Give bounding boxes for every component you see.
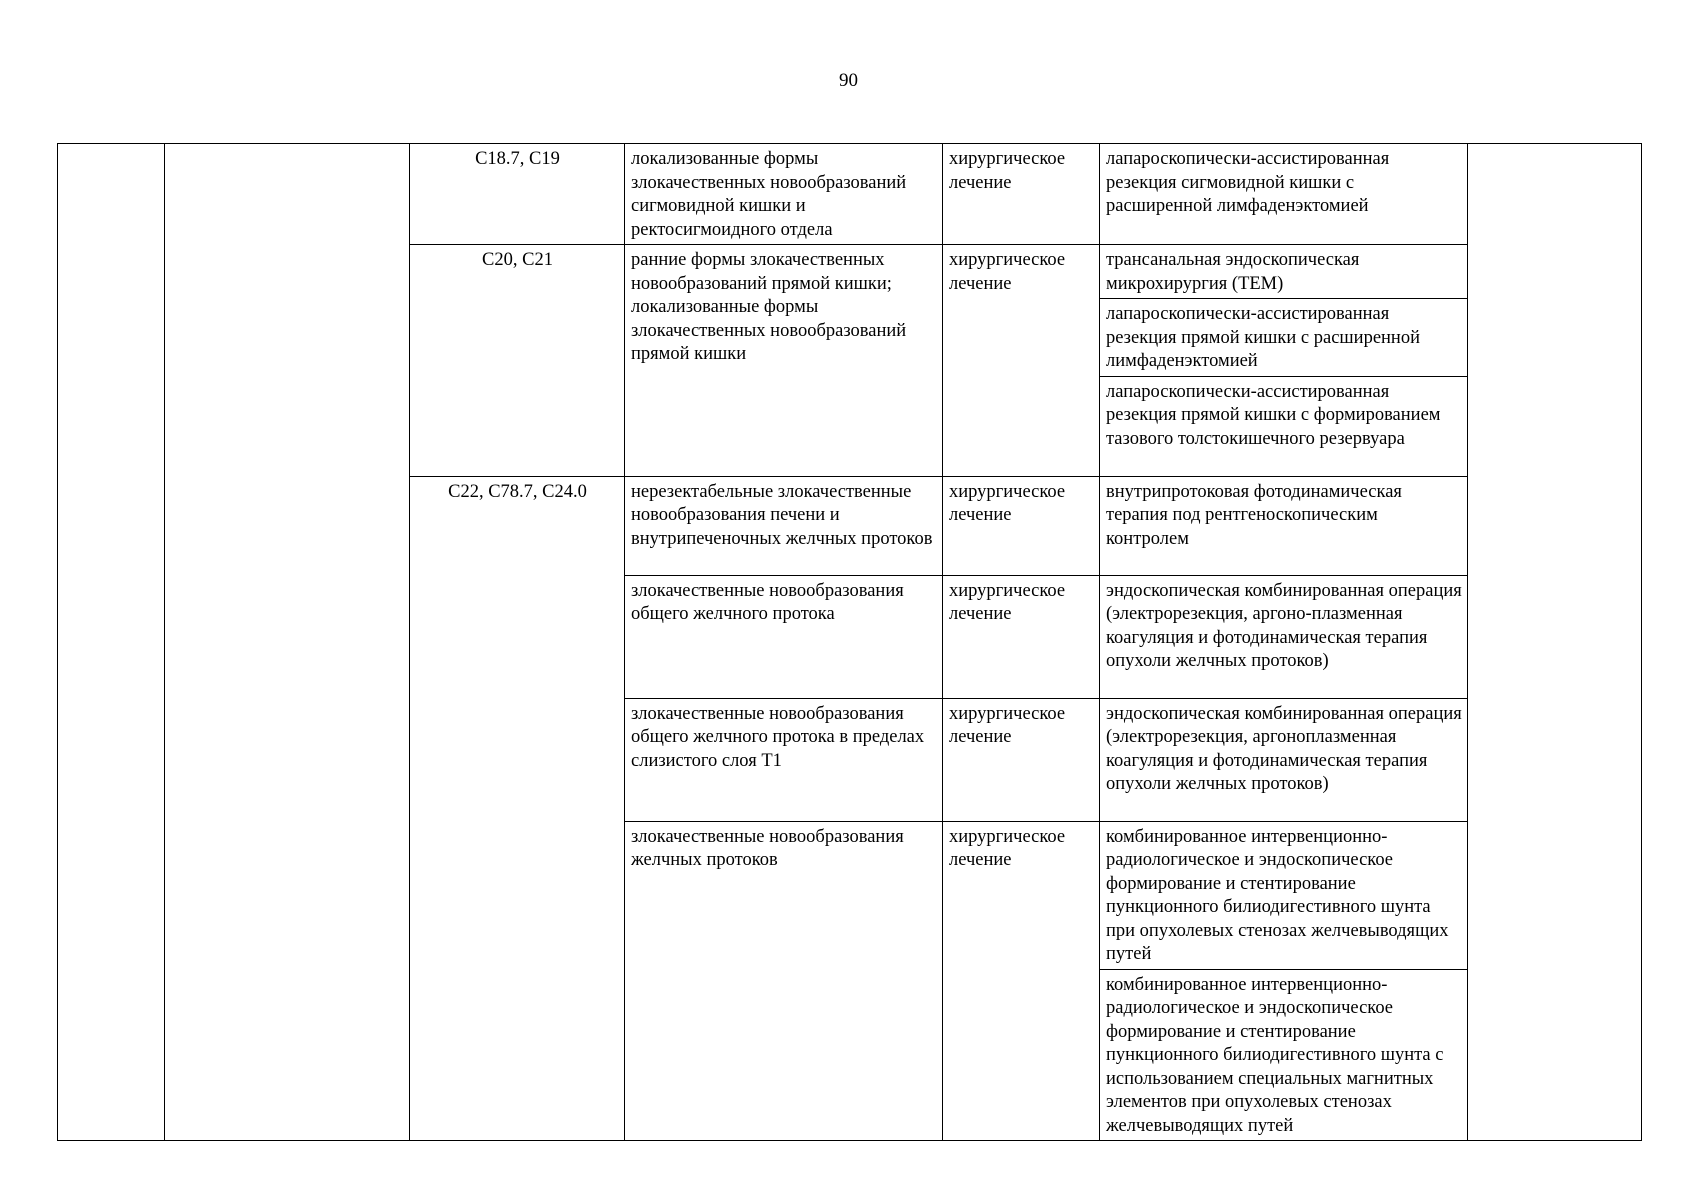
- diagnosis-cell: злокачественные новообразования желчных протоков: [625, 821, 943, 1141]
- method-cell: эндоскопическая комбинированная операция (электрорезекция, аргоноплазменная коагуляция и фотодинамическая терапия опухоли желчных протоков): [1100, 698, 1468, 821]
- diagnosis-cell: злокачественные новообразования общего желчного протока в пределах слизистого слоя T1: [625, 698, 943, 821]
- method-cell: лапароскопически-ассистированная резекция прямой кишки с расширенной лимфаденэктомией: [1100, 299, 1468, 377]
- diagnosis-cell: ранние формы злокачественных новообразований прямой кишки; локализованные формы злокачественных новообразований прямой кишки: [625, 245, 943, 477]
- icd-code-cell: C20, C21: [410, 245, 625, 477]
- diagnosis-cell: локализованные формы злокачественных новообразований сигмовидной кишки и ректосигмоидного отдела: [625, 144, 943, 245]
- method-cell: лапароскопически-ассистированная резекция прямой кишки с формированием тазового толстокишечного резервуара: [1100, 376, 1468, 476]
- page-number: 90: [839, 70, 858, 91]
- treatment-cell: хирургическое лечение: [943, 144, 1100, 245]
- treatment-cell: хирургическое лечение: [943, 476, 1100, 575]
- norm-cell: [1468, 144, 1642, 1141]
- services-table: [57, 143, 1642, 1141]
- icd-code-cell: C18.7, C19: [410, 144, 625, 245]
- method-cell: внутрипротоковая фотодинамическая терапия под рентгеноскопическим контролем: [1100, 476, 1468, 575]
- method-cell: комбинированное интервенционно-радиологическое и эндоскопическое формирование и стентирование пункционного билиодигестивного шунта при опухолевых стенозах желчевыводящих путей: [1100, 821, 1468, 969]
- treatment-cell: хирургическое лечение: [943, 821, 1100, 1141]
- method-cell: комбинированное интервенционно-радиологическое и эндоскопическое формирование и стентирование пункционного билиодигестивного шунта с использованием специальных магнитных элементов при опухолевых стенозах желчевыводящих путей: [1100, 969, 1468, 1141]
- table-row: [58, 144, 1642, 245]
- group-name-cell: [165, 144, 410, 1141]
- treatment-cell: хирургическое лечение: [943, 575, 1100, 698]
- treatment-cell: хирургическое лечение: [943, 698, 1100, 821]
- method-cell: трансанальная эндоскопическая микрохирургия (TEM): [1100, 245, 1468, 299]
- number-cell: [58, 144, 165, 1141]
- icd-code-cell: C22, C78.7, C24.0: [410, 476, 625, 1141]
- method-cell: лапароскопически-ассистированная резекция сигмовидной кишки с расширенной лимфаденэктомией: [1100, 144, 1468, 245]
- diagnosis-cell: злокачественные новообразования общего желчного протока: [625, 575, 943, 698]
- diagnosis-cell: нерезектабельные злокачественные новообразования печени и внутрипеченочных желчных протоков: [625, 476, 943, 575]
- treatment-cell: хирургическое лечение: [943, 245, 1100, 477]
- method-cell: эндоскопическая комбинированная операция (электрорезекция, аргоно-плазменная коагуляция и фотодинамическая терапия опухоли желчных протоков): [1100, 575, 1468, 698]
